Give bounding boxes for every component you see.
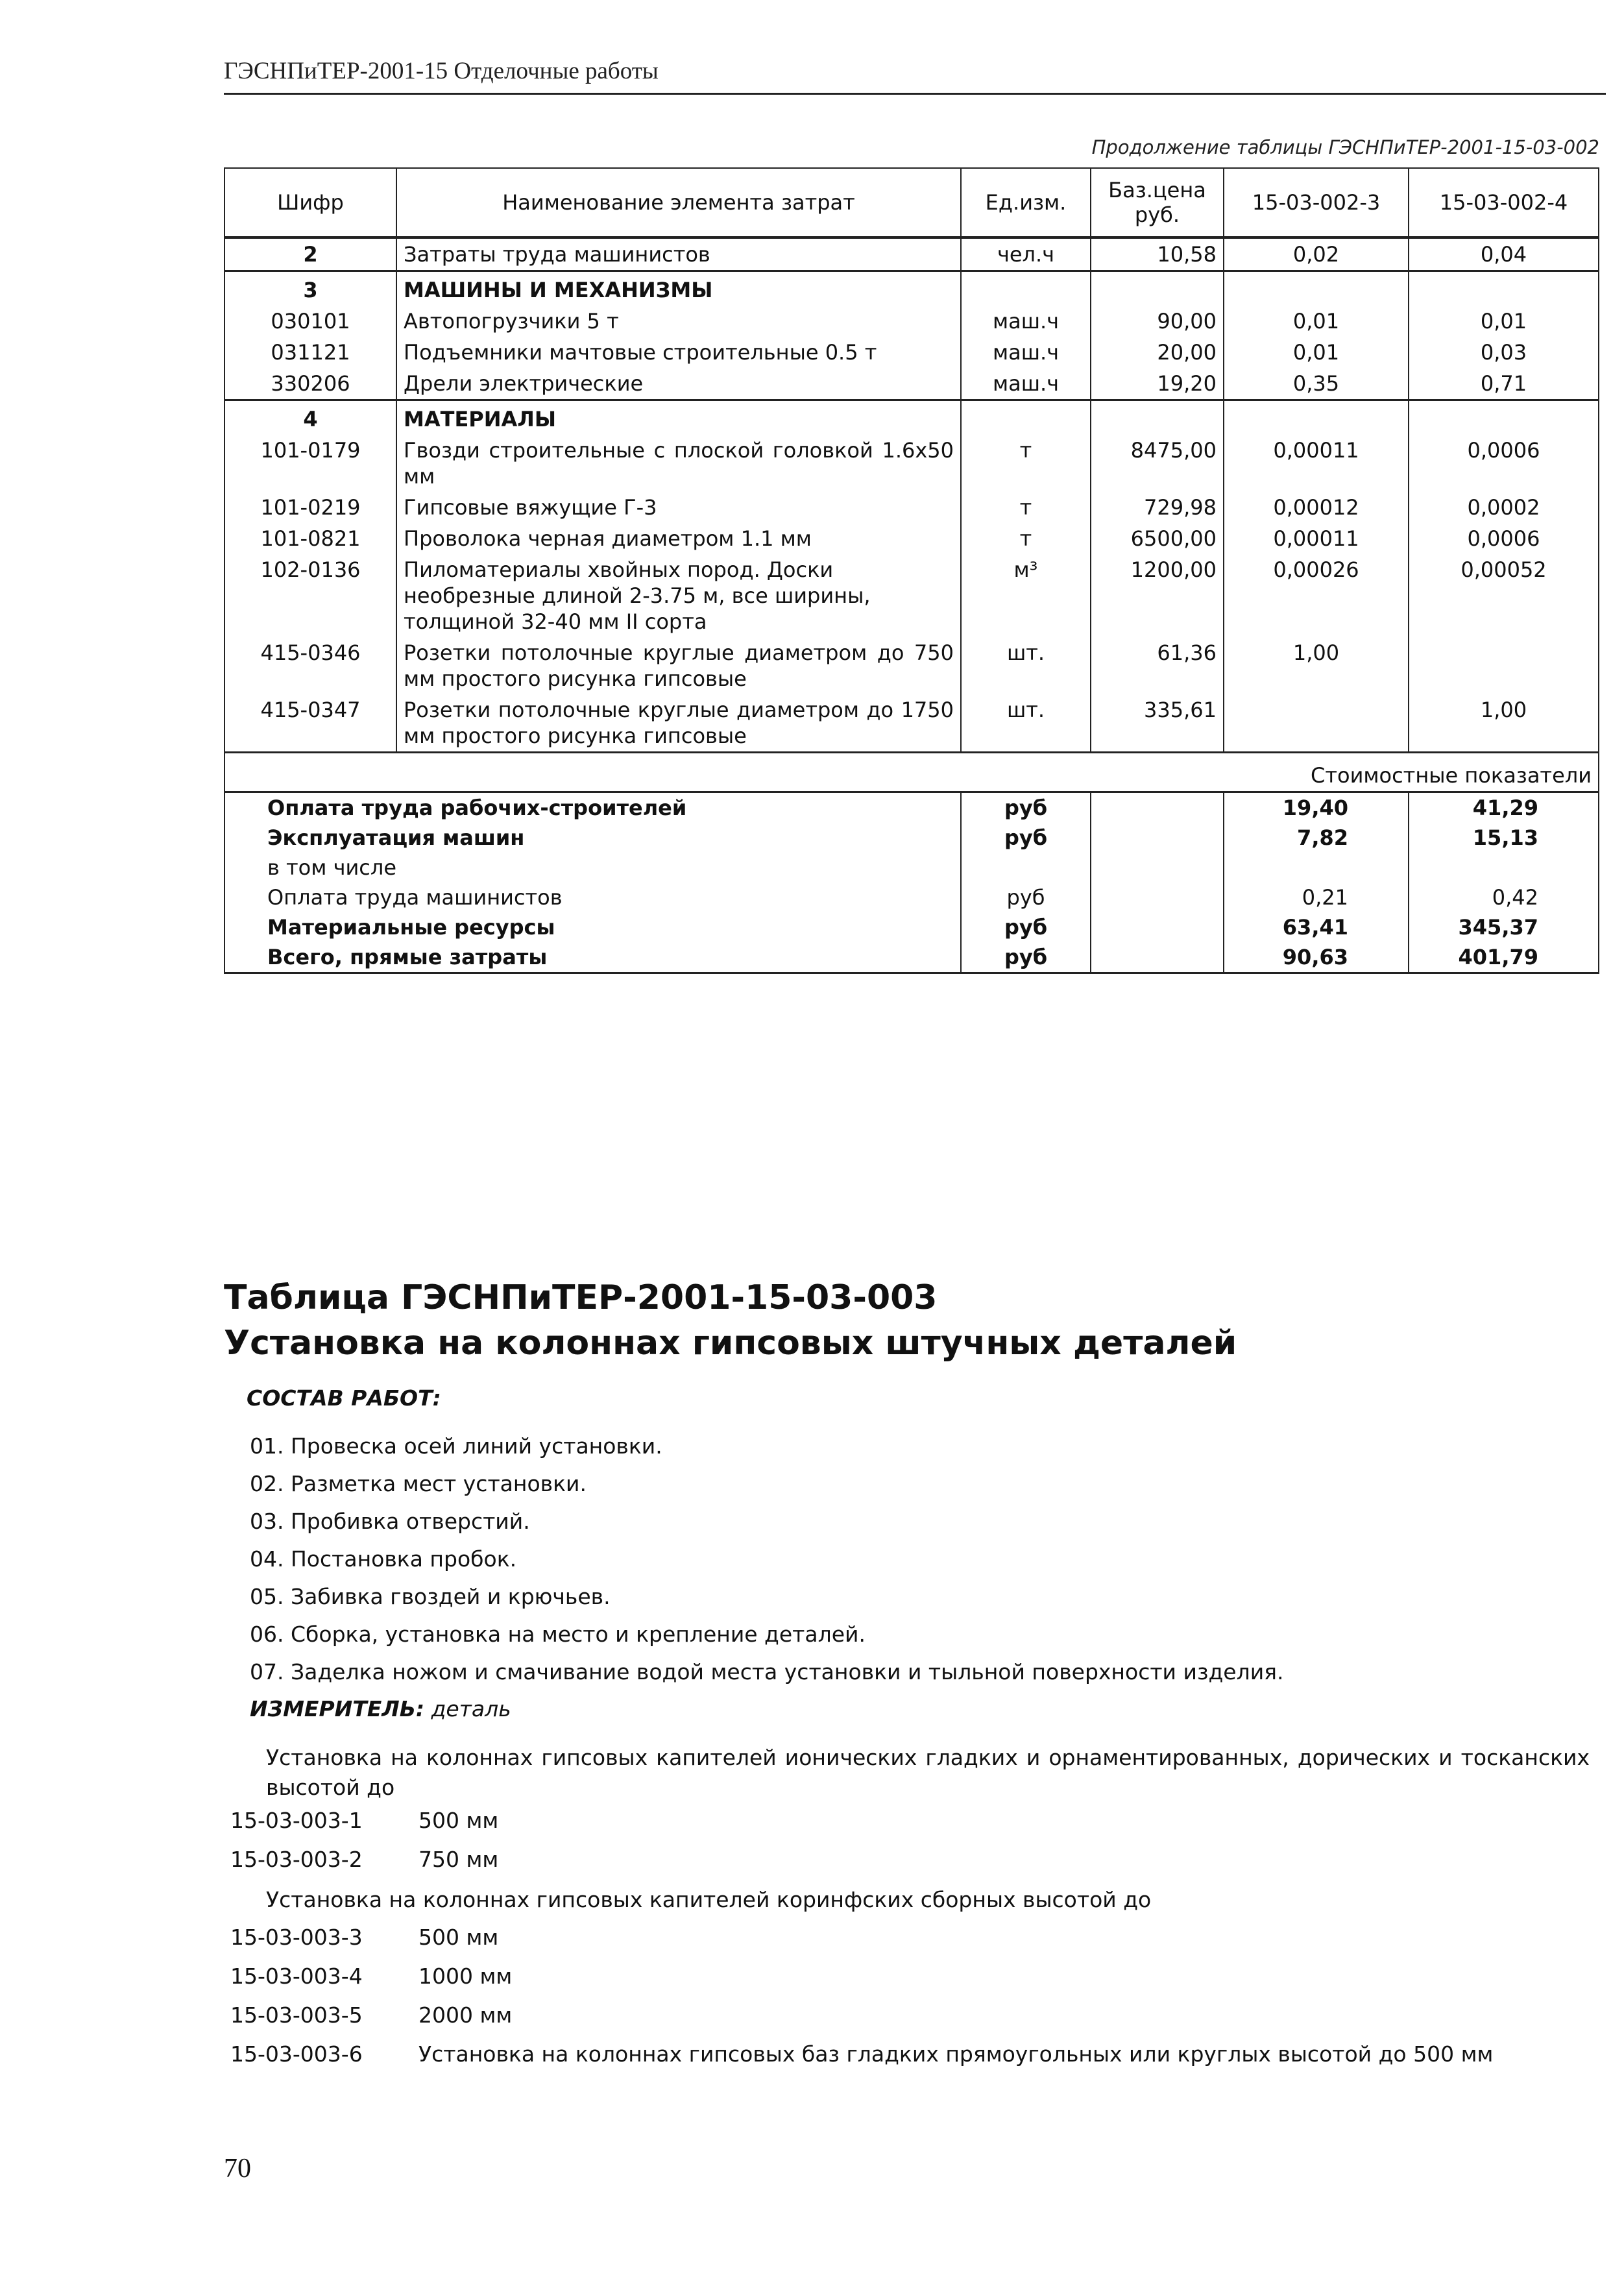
cell-price: 1200,00 bbox=[1091, 554, 1224, 637]
list-item: 04. Постановка пробок. bbox=[250, 1546, 517, 1572]
table-row bbox=[224, 368, 1599, 400]
measure-unit bbox=[250, 1696, 511, 1721]
section-title-line-2: Установка на колоннах гипсовых штучных деталей bbox=[224, 1324, 1237, 1363]
total-value-3 bbox=[1224, 853, 1409, 882]
table-row bbox=[224, 523, 1599, 554]
total-value-4: 15,13 bbox=[1409, 823, 1599, 853]
cell-value-4 bbox=[1409, 637, 1599, 694]
cell-unit: шт. bbox=[961, 637, 1091, 694]
list-item: 05. Забивка гвоздей и крючьев. bbox=[250, 1584, 611, 1609]
cell-unit: шт. bbox=[961, 694, 1091, 753]
cell-code: 3 bbox=[224, 271, 396, 306]
page-number: 70 bbox=[224, 2154, 251, 2183]
totals-row bbox=[224, 882, 1599, 912]
cell-name: Автопогрузчики 5 т bbox=[396, 306, 961, 337]
cell-code: 031121 bbox=[224, 337, 396, 368]
norm-text: Установка на колоннах гипсовых баз гладких прямоугольных или круглых высотой до 500 мм bbox=[418, 2041, 1494, 2067]
group-description-1: Установка на колоннах гипсовых капителей ионических гладких и орнаментированных, дорических и тосканских высотой до bbox=[266, 1745, 1590, 1800]
cell-name: Гвозди строительные с плоской головкой 1.6x50 мм bbox=[396, 435, 961, 492]
col-header-name: Наименование элемента затрат bbox=[396, 168, 961, 237]
total-value-3: 7,82 bbox=[1224, 823, 1409, 853]
section-title-machines: МАШИНЫ И МЕХАНИЗМЫ bbox=[396, 271, 961, 306]
cell-price: 729,98 bbox=[1091, 492, 1224, 523]
cell-value-3: 0,00011 bbox=[1224, 435, 1409, 492]
cell-value-3: 0,00026 bbox=[1224, 554, 1409, 637]
cell-code: 2 bbox=[224, 237, 396, 271]
total-value-3: 19,40 bbox=[1224, 792, 1409, 823]
total-label: Всего, прямые затраты bbox=[224, 942, 961, 973]
total-value-4: 0,42 bbox=[1409, 882, 1599, 912]
cell-price: 19,20 bbox=[1091, 368, 1224, 400]
col-header-code: Шифр bbox=[224, 168, 396, 237]
section-title-materials: МАТЕРИАЛЫ bbox=[396, 400, 961, 435]
cell-unit: маш.ч bbox=[961, 368, 1091, 400]
cell-code: 030101 bbox=[224, 306, 396, 337]
total-unit: руб bbox=[961, 912, 1091, 942]
col-header-base-price: Баз.цена руб. bbox=[1091, 168, 1224, 237]
table-row bbox=[224, 694, 1599, 753]
total-unit: руб bbox=[961, 942, 1091, 973]
totals-row bbox=[224, 912, 1599, 942]
cell-name: Розетки потолочные круглые диаметром до 1750 мм простого рисунка гипсовые bbox=[396, 694, 961, 753]
norm-text: 500 мм bbox=[418, 1925, 499, 1950]
cell-name: Розетки потолочные круглые диаметром до 750 мм простого рисунка гипсовые bbox=[396, 637, 961, 694]
cell-unit: м³ bbox=[961, 554, 1091, 637]
total-label: Оплата труда машинистов bbox=[224, 882, 961, 912]
total-value-4: 41,29 bbox=[1409, 792, 1599, 823]
cell-value-4: 0,04 bbox=[1409, 237, 1599, 271]
norm-code: 15-03-003-4 bbox=[230, 1964, 363, 1989]
totals-row bbox=[224, 792, 1599, 823]
running-header: ГЭСНПиТЕР-2001-15 Отделочные работы bbox=[224, 57, 1606, 95]
cell-unit: маш.ч bbox=[961, 306, 1091, 337]
total-label: Эксплуатация машин bbox=[224, 823, 961, 853]
list-item: 06. Сборка, установка на место и крепление деталей. bbox=[250, 1622, 866, 1647]
total-unit: руб bbox=[961, 823, 1091, 853]
norm-row bbox=[230, 1923, 498, 1952]
cell-value-4: 0,71 bbox=[1409, 368, 1599, 400]
cost-indicators-label: Стоимостные показатели bbox=[1091, 753, 1599, 792]
norm-row bbox=[230, 2039, 1493, 2069]
resource-cost-table bbox=[224, 167, 1599, 974]
norm-text: 1000 мм bbox=[418, 1964, 513, 1989]
total-value-3: 90,63 bbox=[1224, 942, 1409, 973]
table-row bbox=[224, 637, 1599, 694]
cell-unit: маш.ч bbox=[961, 337, 1091, 368]
cell-unit: т bbox=[961, 435, 1091, 492]
cell-code: 330206 bbox=[224, 368, 396, 400]
norm-text: 500 мм bbox=[418, 1808, 499, 1833]
norm-text: 750 мм bbox=[418, 1847, 499, 1872]
totals-row bbox=[224, 823, 1599, 853]
col-header-15-03-002-4: 15-03-002-4 bbox=[1409, 168, 1599, 237]
section-title-line-1: Таблица ГЭСНПиТЕР-2001-15-03-003 bbox=[224, 1278, 938, 1317]
table-row bbox=[224, 554, 1599, 637]
section-title bbox=[224, 1275, 1586, 1366]
cell-code: 4 bbox=[224, 400, 396, 435]
works-list bbox=[250, 1428, 1284, 1691]
table-row bbox=[224, 237, 1599, 271]
cell-unit: т bbox=[961, 492, 1091, 523]
cell-name: Подъемники мачтовые строительные 0.5 т bbox=[396, 337, 961, 368]
group-description-2: Установка на колоннах гипсовых капителей коринфских сборных высотой до bbox=[266, 1887, 1152, 1912]
cell-price: 8475,00 bbox=[1091, 435, 1224, 492]
cell-name: Пиломатериалы хвойных пород. Доски необрезные длиной 2-3.75 м, все ширины, толщиной 32-40 мм II сорта bbox=[396, 554, 961, 637]
norm-row bbox=[230, 2000, 512, 2030]
cell-name: Дрели электрические bbox=[396, 368, 961, 400]
measure-label: ИЗМЕРИТЕЛЬ: bbox=[250, 1696, 425, 1721]
total-unit: руб bbox=[961, 792, 1091, 823]
cell-code: 101-0821 bbox=[224, 523, 396, 554]
works-heading: СОСТАВ РАБОТ: bbox=[247, 1385, 441, 1411]
cell-code: 101-0179 bbox=[224, 435, 396, 492]
norm-row bbox=[230, 1806, 498, 1836]
cell-value-3: 0,00011 bbox=[1224, 523, 1409, 554]
cell-value-4: 0,01 bbox=[1409, 306, 1599, 337]
cell-name: Гипсовые вяжущие Г-3 bbox=[396, 492, 961, 523]
norm-code: 15-03-003-3 bbox=[230, 1925, 363, 1950]
materials-section-row bbox=[224, 400, 1599, 435]
list-item: 02. Разметка мест установки. bbox=[250, 1471, 587, 1496]
list-item: 03. Пробивка отверстий. bbox=[250, 1509, 530, 1534]
cell-value-4: 0,03 bbox=[1409, 337, 1599, 368]
norm-row bbox=[230, 1845, 498, 1875]
cell-code: 415-0346 bbox=[224, 637, 396, 694]
cell-price: 10,58 bbox=[1091, 237, 1224, 271]
cell-value-4: 0,0006 bbox=[1409, 435, 1599, 492]
cell-value-3: 0,00012 bbox=[1224, 492, 1409, 523]
cell-value-3: 1,00 bbox=[1224, 637, 1409, 694]
cell-value-4: 0,0002 bbox=[1409, 492, 1599, 523]
total-value-3: 63,41 bbox=[1224, 912, 1409, 942]
total-value-3: 0,21 bbox=[1224, 882, 1409, 912]
table-row bbox=[224, 492, 1599, 523]
norm-code: 15-03-003-5 bbox=[230, 2002, 363, 2028]
norm-code: 15-03-003-1 bbox=[230, 1808, 363, 1833]
norm-text: 2000 мм bbox=[418, 2002, 513, 2028]
cell-price: 90,00 bbox=[1091, 306, 1224, 337]
cell-price: 20,00 bbox=[1091, 337, 1224, 368]
total-label: в том числе bbox=[224, 853, 961, 882]
machines-section-row bbox=[224, 271, 1599, 306]
col-header-15-03-002-3: 15-03-002-3 bbox=[1224, 168, 1409, 237]
total-unit bbox=[961, 853, 1091, 882]
cell-name: Проволока черная диаметром 1.1 мм bbox=[396, 523, 961, 554]
cell-value-3: 0,01 bbox=[1224, 306, 1409, 337]
cell-unit: т bbox=[961, 523, 1091, 554]
table-row bbox=[224, 337, 1599, 368]
total-value-4 bbox=[1409, 853, 1599, 882]
cell-price: 61,36 bbox=[1091, 637, 1224, 694]
cell-price: 335,61 bbox=[1091, 694, 1224, 753]
table-row bbox=[224, 306, 1599, 337]
total-label: Оплата труда рабочих-строителей bbox=[224, 792, 961, 823]
list-item: 01. Провеска осей линий установки. bbox=[250, 1433, 662, 1459]
total-value-4: 345,37 bbox=[1409, 912, 1599, 942]
indicators-label-row bbox=[224, 753, 1599, 792]
norm-code: 15-03-003-2 bbox=[230, 1847, 363, 1872]
table-row bbox=[224, 435, 1599, 492]
norm-code: 15-03-003-6 bbox=[230, 2041, 363, 2067]
total-value-4: 401,79 bbox=[1409, 942, 1599, 973]
cell-code: 102-0136 bbox=[224, 554, 396, 637]
cell-value-4: 0,0006 bbox=[1409, 523, 1599, 554]
table-continuation-note: Продолжение таблицы ГЭСНПиТЕР-2001-15-03-002 bbox=[1091, 136, 1599, 158]
cell-price: 6500,00 bbox=[1091, 523, 1224, 554]
cell-value-3: 0,01 bbox=[1224, 337, 1409, 368]
cell-unit: чел.ч bbox=[961, 237, 1091, 271]
cell-name: Затраты труда машинистов bbox=[396, 237, 961, 271]
totals-row bbox=[224, 853, 1599, 882]
list-item: 07. Заделка ножом и смачивание водой места установки и тыльной поверхности изделия. bbox=[250, 1659, 1284, 1684]
cell-value-3: 0,02 bbox=[1224, 237, 1409, 271]
total-unit: руб bbox=[961, 882, 1091, 912]
col-header-unit: Ед.изм. bbox=[961, 168, 1091, 237]
table-header-row bbox=[224, 168, 1599, 237]
cell-value-4: 0,00052 bbox=[1409, 554, 1599, 637]
cell-value-3: 0,35 bbox=[1224, 368, 1409, 400]
norm-row bbox=[230, 1962, 512, 1991]
cell-value-4: 1,00 bbox=[1409, 694, 1599, 753]
totals-row bbox=[224, 942, 1599, 973]
total-label: Материальные ресурсы bbox=[224, 912, 961, 942]
cell-code: 415-0347 bbox=[224, 694, 396, 753]
cell-code: 101-0219 bbox=[224, 492, 396, 523]
measure-value: деталь bbox=[431, 1696, 511, 1721]
cell-value-3 bbox=[1224, 694, 1409, 753]
